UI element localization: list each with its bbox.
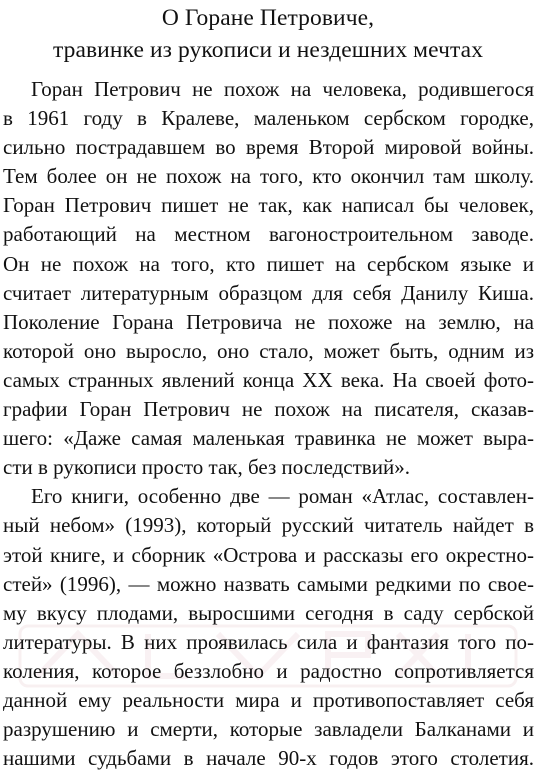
paragraph-2-line-9: разрушению и смерти, которые завладели Балканами и: [3, 717, 534, 742]
paragraph-1-line-9: Поколение Горана Петровича не похоже на землю, на: [3, 309, 534, 334]
paragraph-1-line-7: Он не похож на того, кто пишет на сербском языке и: [3, 251, 534, 276]
chapter-title: [0, 2, 536, 66]
chapter-title-line-1: О Горане Петровиче,: [161, 5, 375, 31]
body-text: [3, 75, 534, 773]
paragraph-1-line-4: Тем более он не похож на того, кто окончил там школу.: [3, 164, 534, 189]
paragraph-1-line-13: шего: «Даже самая маленькая травинка не может выра-: [3, 426, 534, 451]
paragraph-2-line-4: стей» (1996), — можно назвать самыми редкими по свое-: [3, 571, 534, 596]
paragraph-1-line-11: самых странных явлений конца XX века. На своей фото-: [3, 367, 534, 392]
paragraph-1-line-10: которой оно выросло, оно стало, может быть, одним из: [3, 338, 534, 363]
paragraph-2-line-6: литературы. В них проявилась сила и фантазия того по-: [3, 629, 534, 654]
paragraph-1-line-12: графии Горан Петрович не похож на писателя, сказав-: [3, 397, 534, 422]
paragraph-2-line-7: коления, которое беззлобно и радостно сопротивляется: [3, 658, 534, 683]
paragraph-1-line-5: Горан Петрович пишет не так, как написал бы человек,: [3, 193, 534, 218]
paragraph-2-line-2: ный небом» (1993), который русский читатель найдет в: [3, 513, 534, 538]
paragraph-2-line-1: Его книги, особенно две — роман «Атлас, составлен-: [31, 484, 534, 509]
paragraph-2-line-5: му вкусу плодами, выросшими сегодня в саду сербской: [3, 600, 534, 625]
paragraph-1-line-14: сти в рукописи просто так, без последствий».: [3, 455, 410, 480]
paragraph-2-line-8: данной ему реальности мира и противопоставляет себя: [3, 687, 534, 712]
paragraph-2-line-10: нашими судьбами в начале 90-х годов этого столетия.: [3, 746, 534, 771]
paragraph-1-line-8: считает литературным образцом для себя Данилу Киша.: [3, 280, 534, 305]
chapter-title-line-2: травинке из рукописи и нездешних мечтах: [52, 37, 484, 63]
paragraph-1-line-3: сильно пострадавшем во время Второй мировой войны.: [3, 135, 534, 160]
paragraph-1-line-6: работающий на местном вагоностроительном заводе.: [3, 222, 534, 247]
paragraph-2-line-3: этой книге, и сборник «Острова и рассказы его окрестно-: [3, 542, 534, 567]
paragraph-1-line-2: в 1961 году в Кралеве, маленьком сербском городке,: [3, 106, 534, 131]
paragraph-1-line-1: Горан Петрович не похож на человека, родившегося: [31, 77, 534, 101]
